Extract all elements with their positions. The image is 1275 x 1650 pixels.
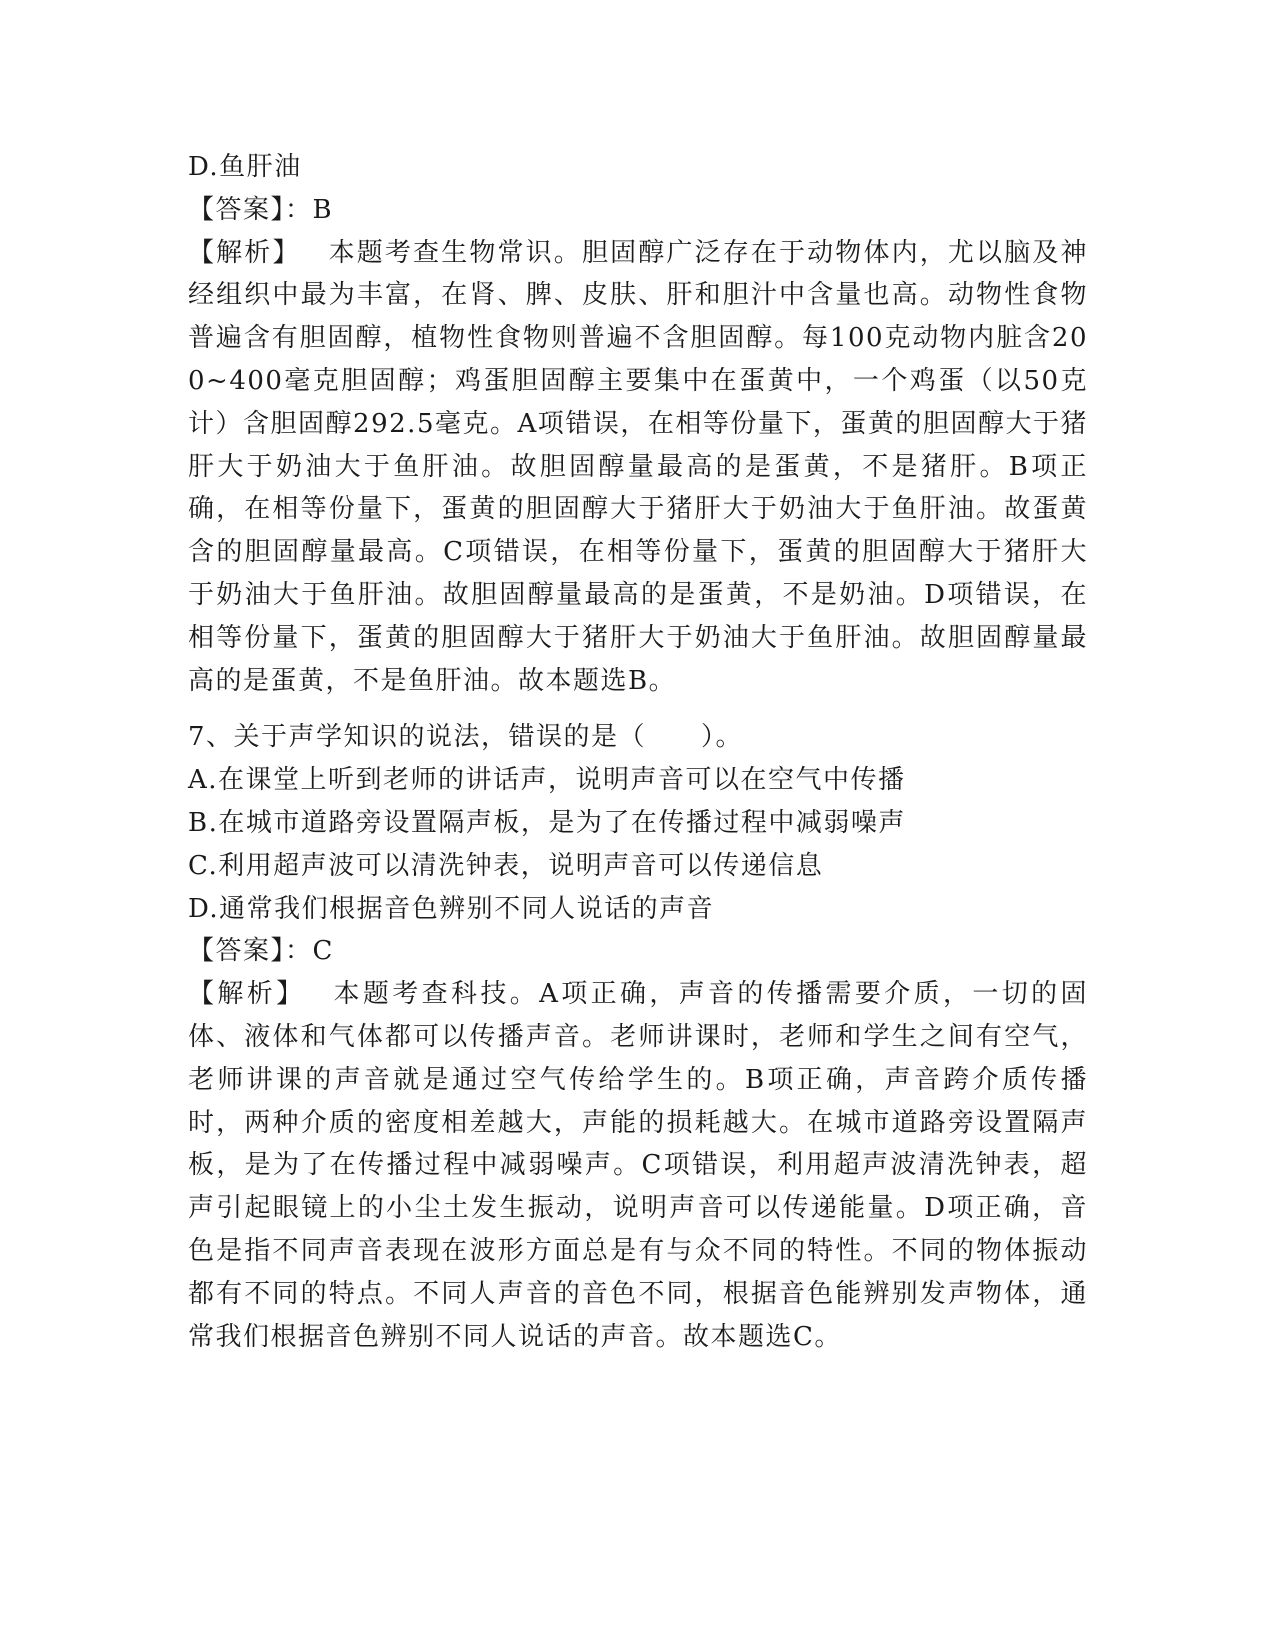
q6-option-d: D.鱼肝油 [188, 152, 302, 182]
q7-option-b: B.在城市道路旁设置隔声板，是为了在传播过程中减弱噪声 [188, 807, 906, 838]
question-separator [188, 702, 1088, 716]
q6-explanation-text: 本题考查生物常识。胆固醇广泛存在于动物体内，尤以脑及神经组织中最为丰富，在肾、脾、皮肤、肝和胆汁中含量也高。动物性食物普遍含有胆固醇，植物性食物则普遍不含胆固醇。每100克动物内脏含200~400毫克胆固醇；鸡蛋胆固醇主要集中在蛋黄中，一个鸡蛋（以50克计）含胆固醇292.5毫克。A项错误，在相等份量下，蛋黄的胆固醇大于猪肝大于奶油大于鱼肝油。故胆固醇量最高的是蛋黄，不是猪肝。B项正确，在相等份量下，蛋黄的胆固醇大于猪肝大于奶油大于鱼肝油。故蛋黄含的胆固醇量最高。C项错误，在相等份量下，蛋黄的胆固醇大于猪肝大于奶油大于鱼肝油。故胆固醇量最高的是蛋黄，不是奶油。D项错误，在相等份量下，蛋黄的胆固醇大于猪肝大于奶油大于鱼肝油。故胆固醇量最高的是蛋黄，不是鱼肝油。故本题选B。 [188, 237, 1088, 696]
q7-answer: 【答案】：C [188, 936, 334, 967]
q6-answer: 【答案】：B [188, 194, 334, 225]
q7-question: 7、关于声学知识的说法，错误的是（ ）。 [188, 722, 744, 753]
document-page [188, 146, 1088, 1358]
q6-explanation-label: 【解析】 [188, 237, 301, 268]
q7-option-d: D.通常我们根据音色辨别不同人说话的声音 [188, 893, 715, 924]
q7-explanation-label: 【解析】 [188, 979, 306, 1010]
q7-option-c: C.利用超声波可以清洗钟表，说明声音可以传递信息 [188, 850, 824, 881]
q7-explanation [188, 973, 1088, 1358]
q7-explanation-text: 本题考查科技。A项正确，声音的传播需要介质，一切的固体、液体和气体都可以传播声音。老师讲课时，老师和学生之间有空气，老师讲课的声音就是通过空气传给学生的。B项正确，声音跨介质传播时，两种介质的密度相差越大，声能的损耗越大。在城市道路旁设置隔声板，是为了在传播过程中减弱噪声。C项错误，利用超声波清洗钟表，超声引起眼镜上的小尘土发生振动，说明声音可以传递能量。D项正确，音色是指不同声音表现在波形方面总是有与众不同的特性。不同的物体振动都有不同的特点。不同人声音的音色不同，根据音色能辨别发声物体，通常我们根据音色辨别不同人说话的声音。故本题选C。 [188, 979, 1088, 1352]
q7-option-a: A.在课堂上听到老师的讲话声，说明声音可以在空气中传播 [188, 765, 906, 796]
q6-explanation [188, 232, 1088, 703]
